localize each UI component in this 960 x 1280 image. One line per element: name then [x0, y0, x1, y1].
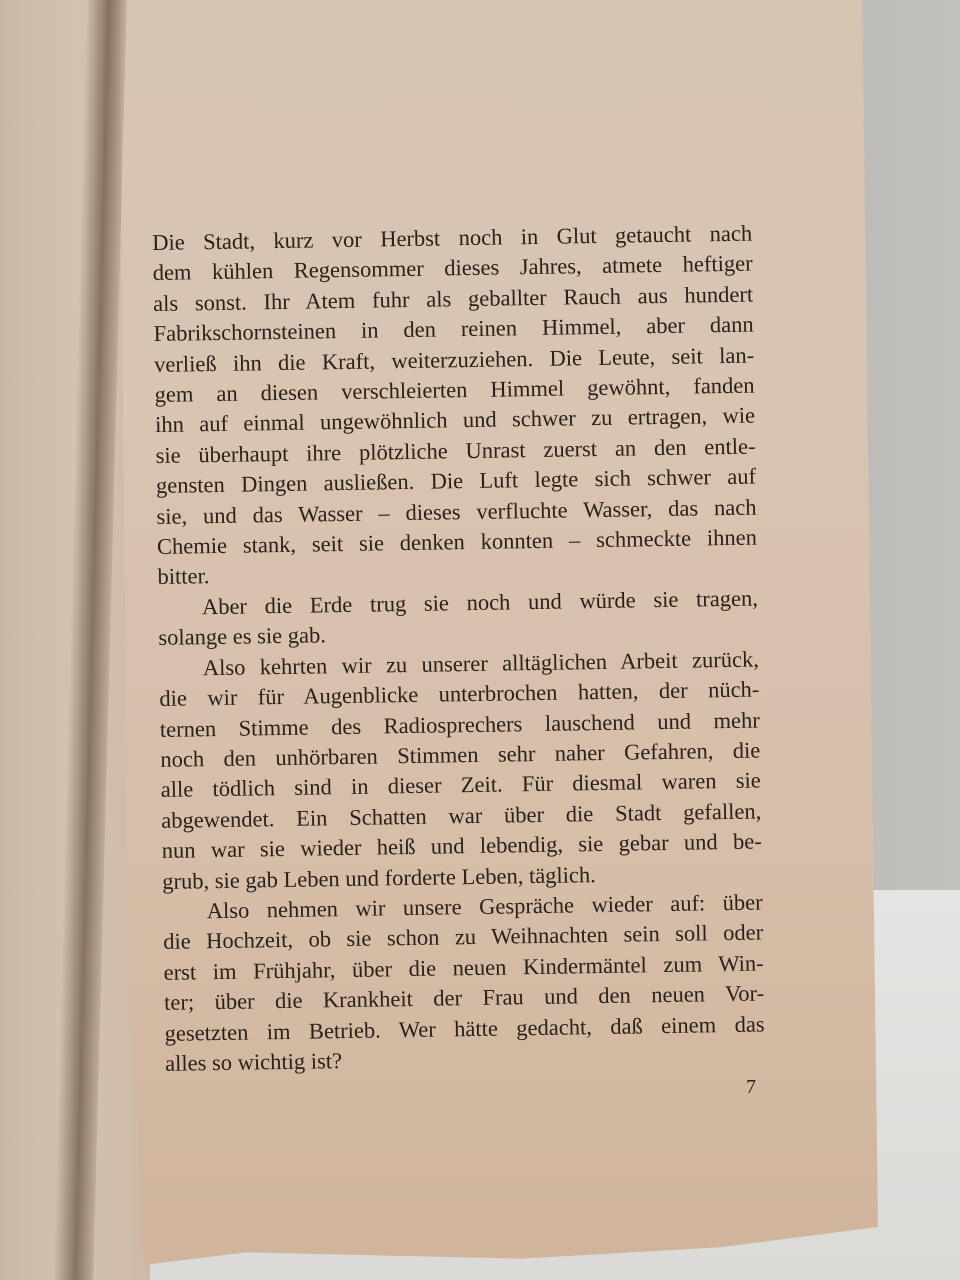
- text-line: Fabrikschornsteinen in den reinen Himmel, aber dann: [153, 311, 754, 347]
- text-line: ihn auf einmal ungewöhnlich und schwer zu ertragen, wie: [154, 402, 756, 438]
- text-line: alles so wichtig ist?: [164, 1048, 343, 1076]
- text-line: bitter.: [157, 563, 210, 590]
- text-line: Chemie stank, seit sie denken konnten – schmeckte ihnen: [156, 524, 758, 560]
- text-line: abgewendet. Ein Schatten war über die Stadt gefallen,: [161, 798, 762, 833]
- text-line: grub, sie gab Leben und forderte Leben, täglich.: [162, 861, 596, 894]
- text-line: noch den unhörbaren Stimmen sehr naher Gefahren, die: [160, 737, 761, 772]
- paragraph-2: [158, 583, 759, 653]
- text-line: nun war sie wieder heiß und lebendig, sie gebar und be-: [161, 828, 762, 864]
- paragraph-1: [152, 219, 758, 593]
- text-line: gem an diesen verschleierten Himmel gewöhnt, fanden: [154, 372, 755, 408]
- page-text: [152, 219, 765, 1080]
- paragraph-4: [163, 887, 766, 1079]
- text-line: solange es sie gab.: [158, 622, 327, 651]
- text-line: alle tödlich sind in dieser Zeit. Für diesmal waren sie: [160, 767, 761, 803]
- text-line: ter; über die Krankheit der Frau und den neuen Vor-: [163, 980, 765, 1016]
- text-line: als sonst. Ihr Atem fuhr als geballter Rauch aus hundert: [152, 281, 754, 316]
- text-line: Aber die Erde trug sie noch und würde sie tragen,: [201, 585, 759, 620]
- text-line: verließ ihn die Kraft, weiterzuziehen. Die Leute, seit lan-: [153, 342, 755, 377]
- text-line: sie überhaupt ihre plötzliche Unrast zuerst an den entle-: [155, 433, 756, 468]
- text-line: gesetzten im Betrieb. Wer hätte gedacht, daß einem das: [164, 1011, 765, 1046]
- text-line: ternen Stimme des Radiosprechers lauschend und mehr: [159, 707, 760, 742]
- page-number: 7: [746, 1076, 756, 1098]
- text-line: Also nehmen wir unsere Gespräche wieder auf: über: [206, 889, 763, 924]
- text-line: dem kühlen Regensommer dieses Jahres, atmete heftiger: [152, 250, 753, 286]
- paragraph-3: [159, 644, 763, 897]
- text-line: Also kehrten wir zu unserer alltäglichen Arbeit zurück,: [202, 646, 760, 680]
- text-line: Die Stadt, kurz vor Herbst noch in Glut getaucht nach: [152, 220, 753, 255]
- text-line: die Hochzeit, ob sie schon zu Weihnachten sein soll oder: [163, 919, 764, 955]
- text-line: sie, und das Wasser – dieses verfluchte Wasser, das nach: [156, 494, 757, 529]
- text-line: erst im Frühjahr, über die neuen Kindermäntel zum Win-: [163, 950, 764, 985]
- text-line: die wir für Augenblicke unterbrochen hatten, der nüch-: [159, 676, 760, 712]
- text-line: gensten Dingen ausließen. Die Luft legte sich schwer auf: [155, 463, 757, 499]
